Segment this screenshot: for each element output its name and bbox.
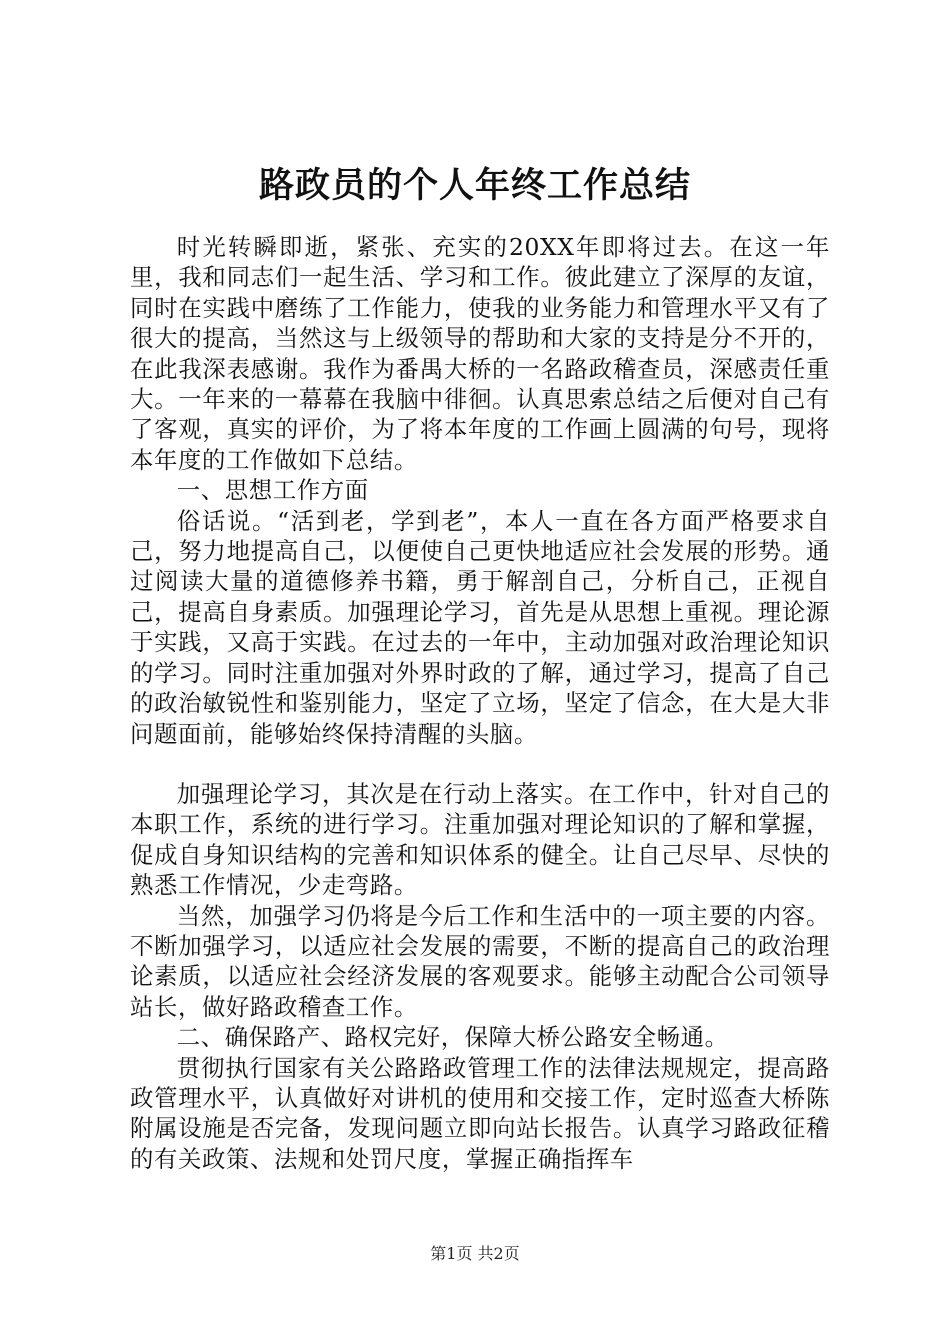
document-title: 路政员的个人年终工作总结 — [258, 166, 691, 206]
page-footer: 第1页 共2页 — [430, 1244, 520, 1263]
paragraph-road-management: 贯彻执行国家有关公路路政管理工作的法律法规规定，提高路政管理水平，认真做好对讲机的使用和交接工作，定时巡查大桥陈附属设施是否完备，发现问题立即向站长报告。认真学习路政征稽的有关政策、法规和处罚尺度，掌握正确指挥车 — [130, 1053, 830, 1173]
section-heading-1: 一、思想工作方面 — [176, 476, 369, 505]
paragraph-thinking: 俗话说。“活到老，学到老”，本人一直在各方面严格要求自己，努力地提高自己，以便使自己更快地适应社会发展的形势。通过阅读大量的道德修养书籍，勇于解剖自己，分析自己，正视自己，提高自身素质。加强理论学习，首先是从思想上重视。理论源于实践，又高于实践。在过去的一年中，主动加强对政治理论知识的学习。同时注重加强对外界时政的了解，通过学习，提高了自己的政治敏锐性和鉴别能力，坚定了立场，坚定了信念，在大是大非问题面前，能够始终保持清醒的头脑。 — [130, 506, 830, 748]
paragraph-future-study: 当然，加强学习仍将是今后工作和生活中的一项主要的内容。不断加强学习，以适应社会发展的需要，不断的提高自己的政治理论素质，以适应社会经济发展的客观要求。能够主动配合公司领导站长，做好路政稽查工作。 — [130, 901, 830, 1021]
section-heading-2: 二、确保路产、路权完好，保障大桥公路安全畅通。 — [176, 1023, 729, 1052]
paragraph-intro: 时光转瞬即逝，紧张、充实的20XX年即将过去。在这一年里，我和同志们一起生活、学习和工作。彼此建立了深厚的友谊，同时在实践中磨练了工作能力，使我的业务能力和管理水平又有了很大的提高，当然这与上级领导的帮助和大家的支持是分不开的，在此我深表感谢。我作为番禺大桥的一名路政稽查员，深感责任重大。一年来的一幕幕在我脑中徘徊。认真思索总结之后便对自己有了客观，真实的评价，为了将本年度的工作画上圆满的句号，现将本年度的工作做如下总结。 — [130, 233, 830, 474]
paragraph-study-practice: 加强理论学习，其次是在行动上落实。在工作中，针对自己的本职工作，系统的进行学习。注重加强对理论知识的了解和掌握，促成自身知识结构的完善和知识体系的健全。让自己尽早、尽快的熟悉工作情况，少走弯路。 — [130, 779, 830, 900]
document-body — [130, 232, 830, 1174]
